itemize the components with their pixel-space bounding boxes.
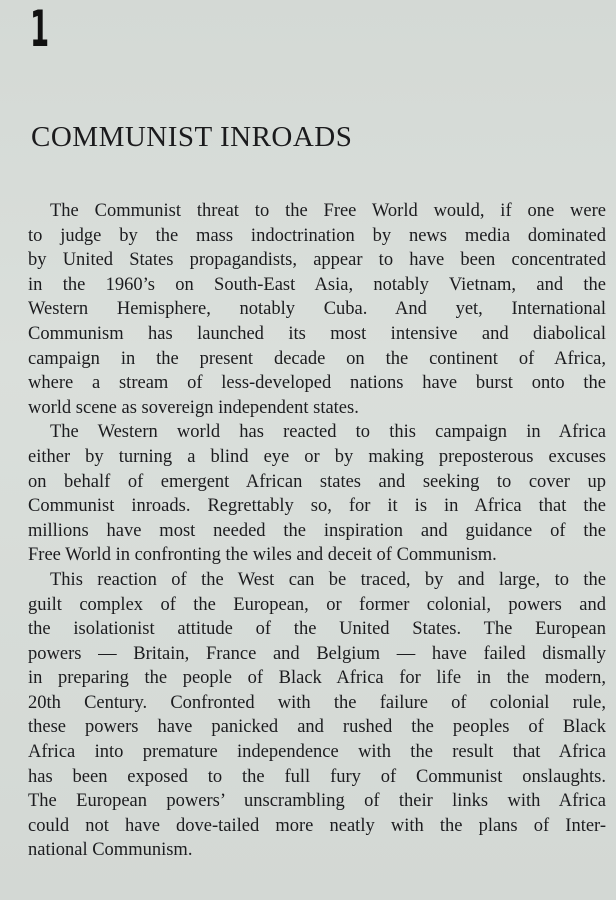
text-line: Communism has launched its most intensive and diabolical (28, 323, 606, 344)
text-line: Western Hemisphere, notably Cuba. And yet, International (28, 299, 606, 320)
text-line: millions have most needed the inspiration and guidance of the (28, 520, 606, 541)
chapter-body (28, 199, 606, 863)
text-line: The Communist threat to the Free World would, if one were (50, 201, 606, 221)
text-line: Africa into premature independence with the result that Africa (28, 742, 606, 763)
text-line: the isolationist attitude of the United States. The European (28, 619, 606, 640)
text-line: 20th Century. Confronted with the failure of colonial rule, (28, 692, 606, 713)
text-line: The Western world has reacted to this campaign in Africa (50, 422, 606, 443)
text-line: where a stream of less-developed nations have burst onto the (28, 373, 606, 394)
chapter-number: 1 (30, 0, 50, 58)
paragraph-1 (28, 199, 606, 420)
text-line: could not have dove-tailed more neatly with the plans of Inter- (28, 815, 606, 836)
chapter-title: COMMUNIST INROADS (31, 121, 353, 153)
text-line: on behalf of emergent African states and seeking to cover up (28, 471, 606, 492)
text-line: Free World in confronting the wiles and deceit of Communism. (28, 545, 497, 566)
text-line: either by turning a blind eye or by making preposterous excuses (28, 446, 606, 467)
text-line: world scene as sovereign independent states. (28, 397, 359, 418)
text-line: powers — Britain, France and Belgium — have failed dismally (28, 643, 606, 664)
text-line: by United States propagandists, appear to have been concentrated (28, 250, 606, 271)
text-line: to judge by the mass indoctrination by news media dominated (28, 225, 606, 246)
text-line: The European powers’ unscrambling of their links with Africa (28, 791, 606, 812)
text-line: these powers have panicked and rushed the peoples of Black (28, 717, 606, 738)
text-line: in the 1960’s on South-East Asia, notably Vietnam, and the (28, 274, 606, 295)
text-line: has been exposed to the full fury of Communist onslaughts. (28, 766, 606, 787)
text-line: This reaction of the West can be traced, by and large, to the (50, 569, 606, 590)
text-line: in preparing the people of Black Africa for life in the modern, (28, 668, 606, 689)
text-line: Communist inroads. Regrettably so, for it is in Africa that the (28, 496, 606, 517)
text-line: guilt complex of the European, or former colonial, powers and (28, 594, 606, 615)
text-line: campaign in the present decade on the continent of Africa, (28, 348, 606, 369)
paragraph-3 (28, 568, 606, 863)
paragraph-2 (28, 420, 606, 568)
text-line: national Communism. (28, 840, 193, 861)
